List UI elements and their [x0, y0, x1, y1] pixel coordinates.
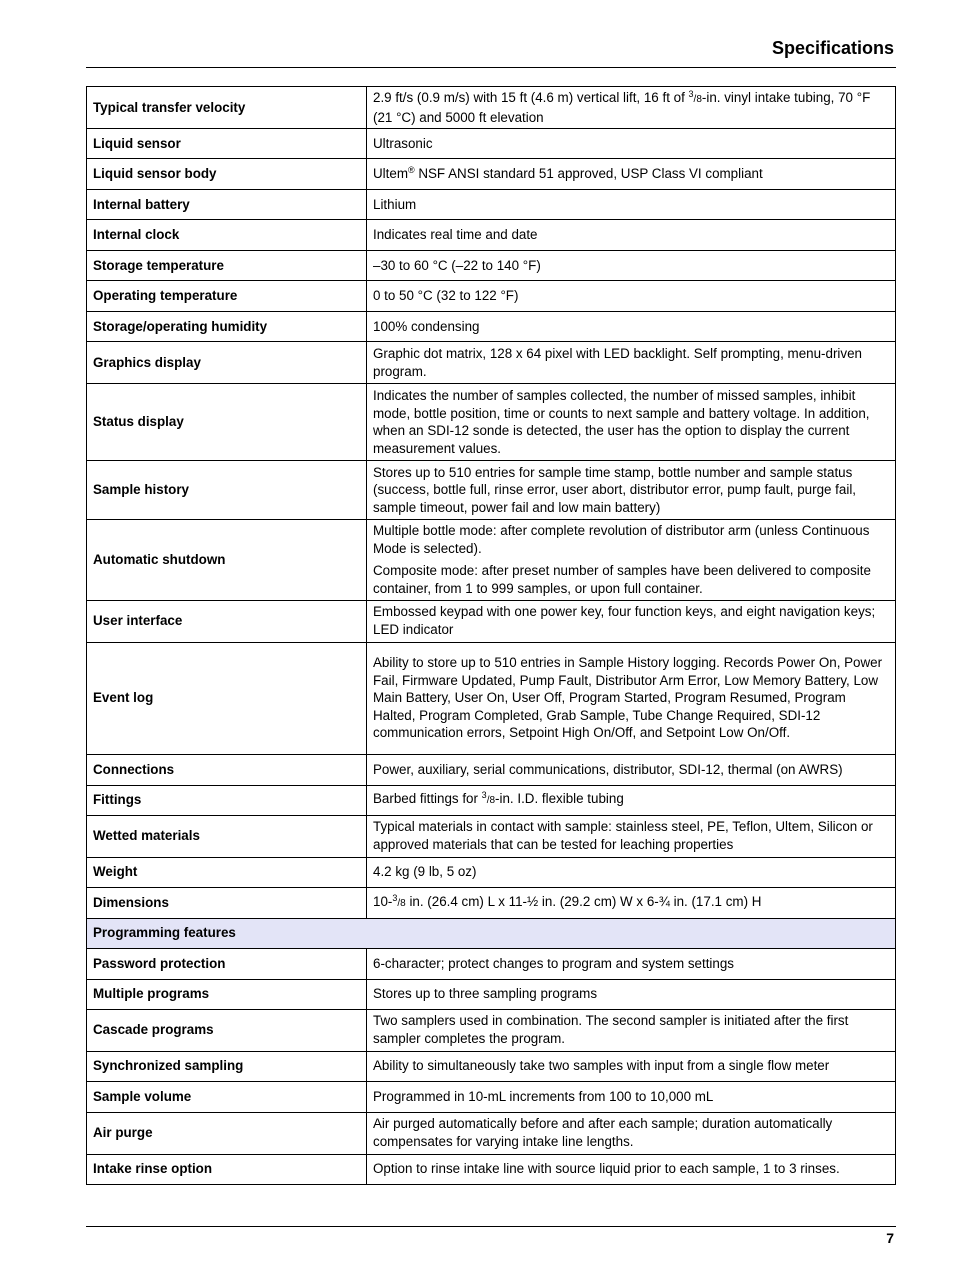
spec-label: Fittings [87, 785, 367, 815]
table-row [87, 948, 896, 979]
table-row [87, 979, 896, 1009]
table-row [87, 129, 896, 159]
spec-value: Graphic dot matrix, 128 x 64 pixel with LED backlight. Self prompting, menu-driven program. [367, 342, 896, 384]
spec-value [367, 520, 896, 600]
spec-label: Storage/operating humidity [87, 312, 367, 342]
specifications-table [86, 86, 896, 1185]
spec-label: Weight [87, 857, 367, 887]
spec-label: Synchronized sampling [87, 1051, 367, 1081]
spec-value: Ultrasonic [367, 129, 896, 159]
spec-value-paragraph: Multiple bottle mode: after complete revolution of distributor arm (unless Continuous Mode is selected). [373, 523, 870, 556]
spec-label: Event log [87, 642, 367, 754]
section-row [87, 918, 896, 948]
table-row [87, 461, 896, 520]
table-row [87, 281, 896, 312]
spec-label: Air purge [87, 1112, 367, 1154]
spec-label: Liquid sensor [87, 129, 367, 159]
spec-value: 2.9 ft/s (0.9 m/s) with 15 ft (4.6 m) vertical lift, 16 ft of $^3$/8-in. vinyl intake tubing, 70 °F (21 °C) and 5000 ft elevation [367, 87, 896, 129]
section-heading: Programming features [87, 918, 896, 948]
table-row [87, 1154, 896, 1184]
footer-divider [86, 1226, 896, 1227]
table-row [87, 312, 896, 342]
spec-label: Liquid sensor body [87, 159, 367, 190]
spec-label: Storage temperature [87, 251, 367, 281]
spec-value: 6-character; protect changes to program and system settings [367, 948, 896, 979]
table-row [87, 642, 896, 754]
spec-label: Connections [87, 754, 367, 785]
spec-label: Sample history [87, 461, 367, 520]
spec-label: Operating temperature [87, 281, 367, 312]
table-row [87, 1112, 896, 1154]
table-row [87, 1009, 896, 1051]
page-header-title: Specifications [771, 38, 894, 58]
table-row [87, 520, 896, 600]
table-row [87, 815, 896, 857]
spec-value: Stores up to 510 entries for sample time stamp, bottle number and sample status (success, bottle full, rinse error, user abort, distributor error, pump fault, purge fail, sample timeout, power fail and low main battery) [367, 461, 896, 520]
spec-value: Ultem® NSF ANSI standard 51 approved, USP Class VI compliant [367, 159, 896, 190]
spec-value: Embossed keypad with one power key, four function keys, and eight navigation keys; LED indicator [367, 600, 896, 642]
spec-value: Two samplers used in combination. The second sampler is initiated after the first sampler completes the program. [367, 1009, 896, 1051]
spec-value: Indicates the number of samples collected, the number of missed samples, inhibit mode, bottle position, time or counts to next sample and battery voltage. In addition, when an SDI-12 sonde is detected, the user has the option to display the current measurement values. [367, 384, 896, 461]
spec-value: Barbed fittings for $^3$/8-in. I.D. flexible tubing [367, 785, 896, 815]
spec-value: Option to rinse intake line with source liquid prior to each sample, 1 to 3 rinses. [367, 1154, 896, 1184]
spec-label: Password protection [87, 948, 367, 979]
spec-label: Automatic shutdown [87, 520, 367, 600]
table-row [87, 857, 896, 887]
table-row [87, 87, 896, 129]
spec-value: Programmed in 10-mL increments from 100 to 10,000 mL [367, 1081, 896, 1112]
spec-label: User interface [87, 600, 367, 642]
spec-label: Graphics display [87, 342, 367, 384]
spec-value: Lithium [367, 190, 896, 220]
spec-value: Stores up to three sampling programs [367, 979, 896, 1009]
table-row [87, 754, 896, 785]
table-row [87, 251, 896, 281]
spec-label: Internal clock [87, 220, 367, 251]
spec-value: Air purged automatically before and after each sample; duration automatically compensates for varying intake line lengths. [367, 1112, 896, 1154]
spec-label: Dimensions [87, 887, 367, 918]
spec-label: Multiple programs [87, 979, 367, 1009]
page-number: 7 [886, 1230, 894, 1246]
spec-value: Indicates real time and date [367, 220, 896, 251]
spec-label: Status display [87, 384, 367, 461]
spec-value: 10-$^3$/8 in. (26.4 cm) L x 11-½ in. (29.2 cm) W x 6-¾ in. (17.1 cm) H [367, 887, 896, 918]
spec-value-paragraph: Composite mode: after preset number of samples have been delivered to composite container, from 1 to 999 samples, or upon full container. [373, 563, 871, 596]
table-row [87, 159, 896, 190]
table-row [87, 1051, 896, 1081]
header-divider [86, 67, 896, 68]
table-row [87, 220, 896, 251]
table-row [87, 384, 896, 461]
spec-value: Ability to simultaneously take two samples with input from a single flow meter [367, 1051, 896, 1081]
spec-value: Typical materials in contact with sample: stainless steel, PE, Teflon, Ultem, Silicon or approved materials that can be tested for leaching properties [367, 815, 896, 857]
table-row [87, 1081, 896, 1112]
spec-label: Wetted materials [87, 815, 367, 857]
spec-value: Power, auxiliary, serial communications, distributor, SDI-12, thermal (on AWRS) [367, 754, 896, 785]
spec-value: Ability to store up to 510 entries in Sample History logging. Records Power On, Power Fail, Firmware Updated, Pump Fault, Distributor Arm Error, Low Memory Battery, Low Main Battery, User On, User Off, Program Started, Program Resumed, Program Halted, Program Completed, Grab Sample, Tube Change Required, SDI-12 communication errors, Setpoint High On/Off, and Setpoint Low On/Off. [367, 642, 896, 754]
spec-label: Sample volume [87, 1081, 367, 1112]
spec-value: 0 to 50 °C (32 to 122 °F) [367, 281, 896, 312]
spec-value: 100% condensing [367, 312, 896, 342]
spec-value: 4.2 kg (9 lb, 5 oz) [367, 857, 896, 887]
spec-label: Typical transfer velocity [87, 87, 367, 129]
table-row [87, 190, 896, 220]
table-row [87, 887, 896, 918]
table-row [87, 600, 896, 642]
spec-value: –30 to 60 °C (–22 to 140 °F) [367, 251, 896, 281]
spec-label: Intake rinse option [87, 1154, 367, 1184]
table-row [87, 342, 896, 384]
spec-label: Cascade programs [87, 1009, 367, 1051]
table-row [87, 785, 896, 815]
spec-label: Internal battery [87, 190, 367, 220]
